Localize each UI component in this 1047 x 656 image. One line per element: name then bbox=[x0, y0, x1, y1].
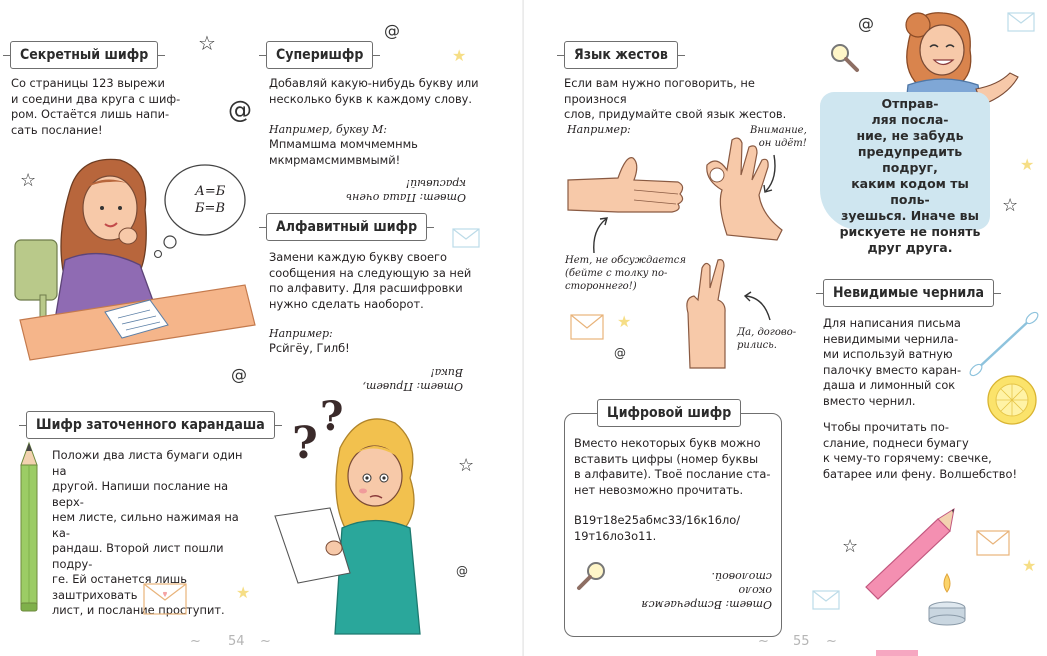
alphabet-cipher-text bbox=[269, 250, 494, 312]
page-number-ornament: ~ bbox=[260, 634, 271, 649]
envelope-icon bbox=[452, 228, 480, 248]
text-line: Внимание, bbox=[750, 125, 807, 136]
text-line: рандаш. Второй лист пошли подру- bbox=[52, 541, 224, 571]
text-line: Да, догово- bbox=[737, 327, 797, 338]
spiral-icon: @ bbox=[384, 21, 400, 40]
magnifier-icon bbox=[829, 42, 861, 74]
arrow-curved-icon bbox=[760, 153, 780, 195]
text-line: Если вам нужно поговорить, не произнося bbox=[564, 76, 755, 106]
star-outline-icon: ☆ bbox=[20, 170, 37, 191]
text-line: (бейте с толку по- bbox=[565, 268, 668, 279]
super-answer-upside-down: Ответ: Паша очень красивый! bbox=[346, 177, 466, 204]
candle-illustration bbox=[925, 570, 970, 625]
super-example-label: Например, букву М: bbox=[269, 123, 387, 136]
text-line: предупредить подруг, bbox=[857, 144, 963, 175]
spiral-icon: @ bbox=[858, 14, 874, 33]
heading-invisible-ink: Невидимые чернила bbox=[823, 279, 994, 307]
text-line: он идёт! bbox=[758, 138, 807, 149]
secret-cipher-text bbox=[11, 76, 181, 138]
text-line: ние, не забудь bbox=[856, 128, 964, 143]
svg-text:?: ? bbox=[292, 418, 318, 469]
text-line: Нет, не обсуждается bbox=[565, 255, 686, 266]
text-line: сать послание! bbox=[11, 122, 103, 137]
digital-answer-upside-down bbox=[612, 569, 772, 611]
star-outline-icon: ☆ bbox=[842, 536, 859, 557]
super-example bbox=[269, 137, 489, 168]
page-number-ornament: ~ bbox=[826, 634, 837, 649]
text-line: и соедини два круга с шиф- bbox=[11, 91, 181, 106]
page-tab-marker bbox=[876, 650, 918, 656]
text-line: батарее или фену. Волшебство! bbox=[823, 466, 1018, 481]
heading-digital-cipher: Цифровой шифр bbox=[597, 399, 741, 427]
page-number-ornament: ~ bbox=[758, 634, 769, 649]
arrow-curved-icon bbox=[742, 292, 772, 322]
star-filled-icon: ★ bbox=[1020, 155, 1035, 174]
spiral-icon: @ bbox=[456, 564, 468, 578]
digital-cipher-code bbox=[574, 513, 774, 544]
star-filled-icon: ★ bbox=[1022, 556, 1037, 575]
left-page bbox=[0, 0, 523, 656]
spiral-icon: @ bbox=[228, 96, 252, 124]
envelope-icon bbox=[812, 590, 840, 610]
text-line: стороннего!) bbox=[565, 281, 637, 292]
page-number-ornament: ~ bbox=[190, 634, 201, 649]
heading-gesture-language: Язык жестов bbox=[564, 41, 678, 69]
envelope-heart-icon bbox=[143, 583, 187, 615]
text-line: ляя посла- bbox=[871, 112, 949, 127]
text-line: каким кодом ты поль- bbox=[851, 176, 969, 207]
thought-line-2: Б=В bbox=[195, 201, 225, 216]
star-outline-icon: ☆ bbox=[198, 31, 216, 55]
heading-alphabet-cipher: Алфавитный шифр bbox=[266, 213, 427, 241]
alphabet-example-label: Например: bbox=[269, 327, 333, 340]
text-line: к чему-то горячему: свечке, bbox=[823, 451, 992, 465]
text-line: невидимыми чернила- bbox=[823, 331, 959, 346]
text-line: Вместо некоторых букв можно bbox=[574, 436, 761, 450]
text-line: Ответ: Встречаемся около bbox=[641, 584, 772, 611]
star-filled-icon: ★ bbox=[617, 312, 632, 331]
alphabet-answer-upside-down: Ответ: Привет, Вика! bbox=[362, 366, 463, 393]
text-line: Чтобы прочитать по- bbox=[823, 420, 949, 434]
text-line: Положи два листа бумаги один на bbox=[52, 448, 243, 478]
arrow-curved-icon bbox=[590, 215, 610, 255]
text-line: друг друга. bbox=[867, 240, 953, 255]
page-number: 55 bbox=[793, 634, 810, 649]
lemon-illustration bbox=[984, 370, 1044, 430]
heading-secret-cipher: Секретный шифр bbox=[10, 41, 158, 69]
spiral-icon: @ bbox=[231, 365, 247, 384]
text-line: вместо чернил. bbox=[823, 393, 916, 408]
text-line: рискуете не понять bbox=[839, 224, 981, 239]
gesture-language-text bbox=[564, 76, 804, 123]
envelope-icon bbox=[1007, 12, 1035, 32]
text-line: Для написания письма bbox=[823, 316, 961, 330]
green-pencil-illustration bbox=[18, 443, 40, 613]
girl-thinking-illustration bbox=[10, 150, 260, 360]
text-line: Мпмамшма момчмемнмь bbox=[269, 137, 418, 151]
text-line: Отправ- bbox=[881, 96, 939, 111]
text-line: лист, и послание проступит. bbox=[52, 603, 225, 617]
text-line: нем листе, сильно нажимая на ка- bbox=[52, 510, 239, 540]
alphabet-example: Рсйгёу, Гилб! bbox=[269, 341, 350, 355]
star-outline-icon: ☆ bbox=[458, 455, 475, 476]
text-line: столовой. bbox=[711, 570, 772, 583]
star-filled-icon: ★ bbox=[236, 583, 251, 602]
star-filled-icon: ★ bbox=[452, 46, 467, 65]
digital-cipher-text bbox=[574, 436, 774, 498]
text-line: сообщения на следующую за ней bbox=[269, 265, 472, 280]
text-line: ром. Остаётся лишь напи- bbox=[11, 107, 170, 121]
text-line: слов, придумайте свой язык жестов. bbox=[564, 107, 787, 121]
cotton-swab-illustration bbox=[970, 310, 1040, 375]
envelope-heart-icon bbox=[570, 314, 604, 340]
invisible-ink-text bbox=[823, 316, 983, 409]
heading-super-cipher: Суперишфр bbox=[266, 41, 373, 69]
gesture-agreed-caption bbox=[737, 326, 796, 352]
text-line: мкмрмамсмимвмымй! bbox=[269, 152, 401, 167]
thought-line-1: А=Б bbox=[195, 184, 226, 199]
text-line: рились. bbox=[737, 340, 777, 351]
svg-text:?: ? bbox=[320, 393, 344, 440]
envelope-heart-icon bbox=[976, 530, 1010, 556]
text-line: палочку вместо каран- bbox=[823, 362, 962, 377]
star-outline-icon: ☆ bbox=[1002, 195, 1019, 216]
text-line: другой. Напиши послание на верх- bbox=[52, 479, 229, 509]
gesture-example-label: Например: bbox=[567, 123, 631, 136]
text-line: ми используй ватную bbox=[823, 347, 953, 361]
text-line: несколько букв к каждому слову. bbox=[269, 91, 473, 106]
girl-confused-illustration bbox=[270, 393, 430, 634]
heading-pencil-cipher: Шифр заточенного карандаша bbox=[26, 411, 275, 439]
text-line: Добавляй какую-нибудь букву или bbox=[269, 76, 479, 90]
thumbs-up-hand-illustration bbox=[568, 150, 688, 220]
text-line: в алфавите). Твоё послание ста- bbox=[574, 467, 771, 481]
spiral-icon: @ bbox=[614, 346, 626, 360]
text-line: по алфавиту. Для расшифровки bbox=[269, 281, 463, 295]
text-line: вставить цифры (номер буквы bbox=[574, 451, 759, 466]
text-line: В19т18е25абмс33/16к16ло/ bbox=[574, 513, 741, 527]
text-line: нужно сделать наоборот. bbox=[269, 296, 424, 311]
page-number: 54 bbox=[228, 634, 245, 649]
super-cipher-text bbox=[269, 76, 489, 107]
text-line: ге. Ей останется лишь заштриховать bbox=[52, 572, 187, 602]
text-line: Со страницы 123 вырежи bbox=[11, 76, 165, 90]
gesture-no-caption bbox=[565, 254, 686, 293]
text-line: зуешься. Иначе вы bbox=[841, 208, 979, 223]
text-line: слание, поднеси бумагу bbox=[823, 435, 969, 450]
text-line: нет невозможно прочитать. bbox=[574, 482, 744, 497]
magnifier-icon bbox=[576, 560, 608, 592]
crossed-fingers-hand-illustration bbox=[680, 258, 740, 368]
text-line: Замени каждую букву своего bbox=[269, 250, 447, 264]
text-line: даша и лимонный сок bbox=[823, 378, 956, 392]
text-line: 19т16ло3о11. bbox=[574, 528, 657, 543]
speech-bubble-text bbox=[835, 96, 985, 256]
